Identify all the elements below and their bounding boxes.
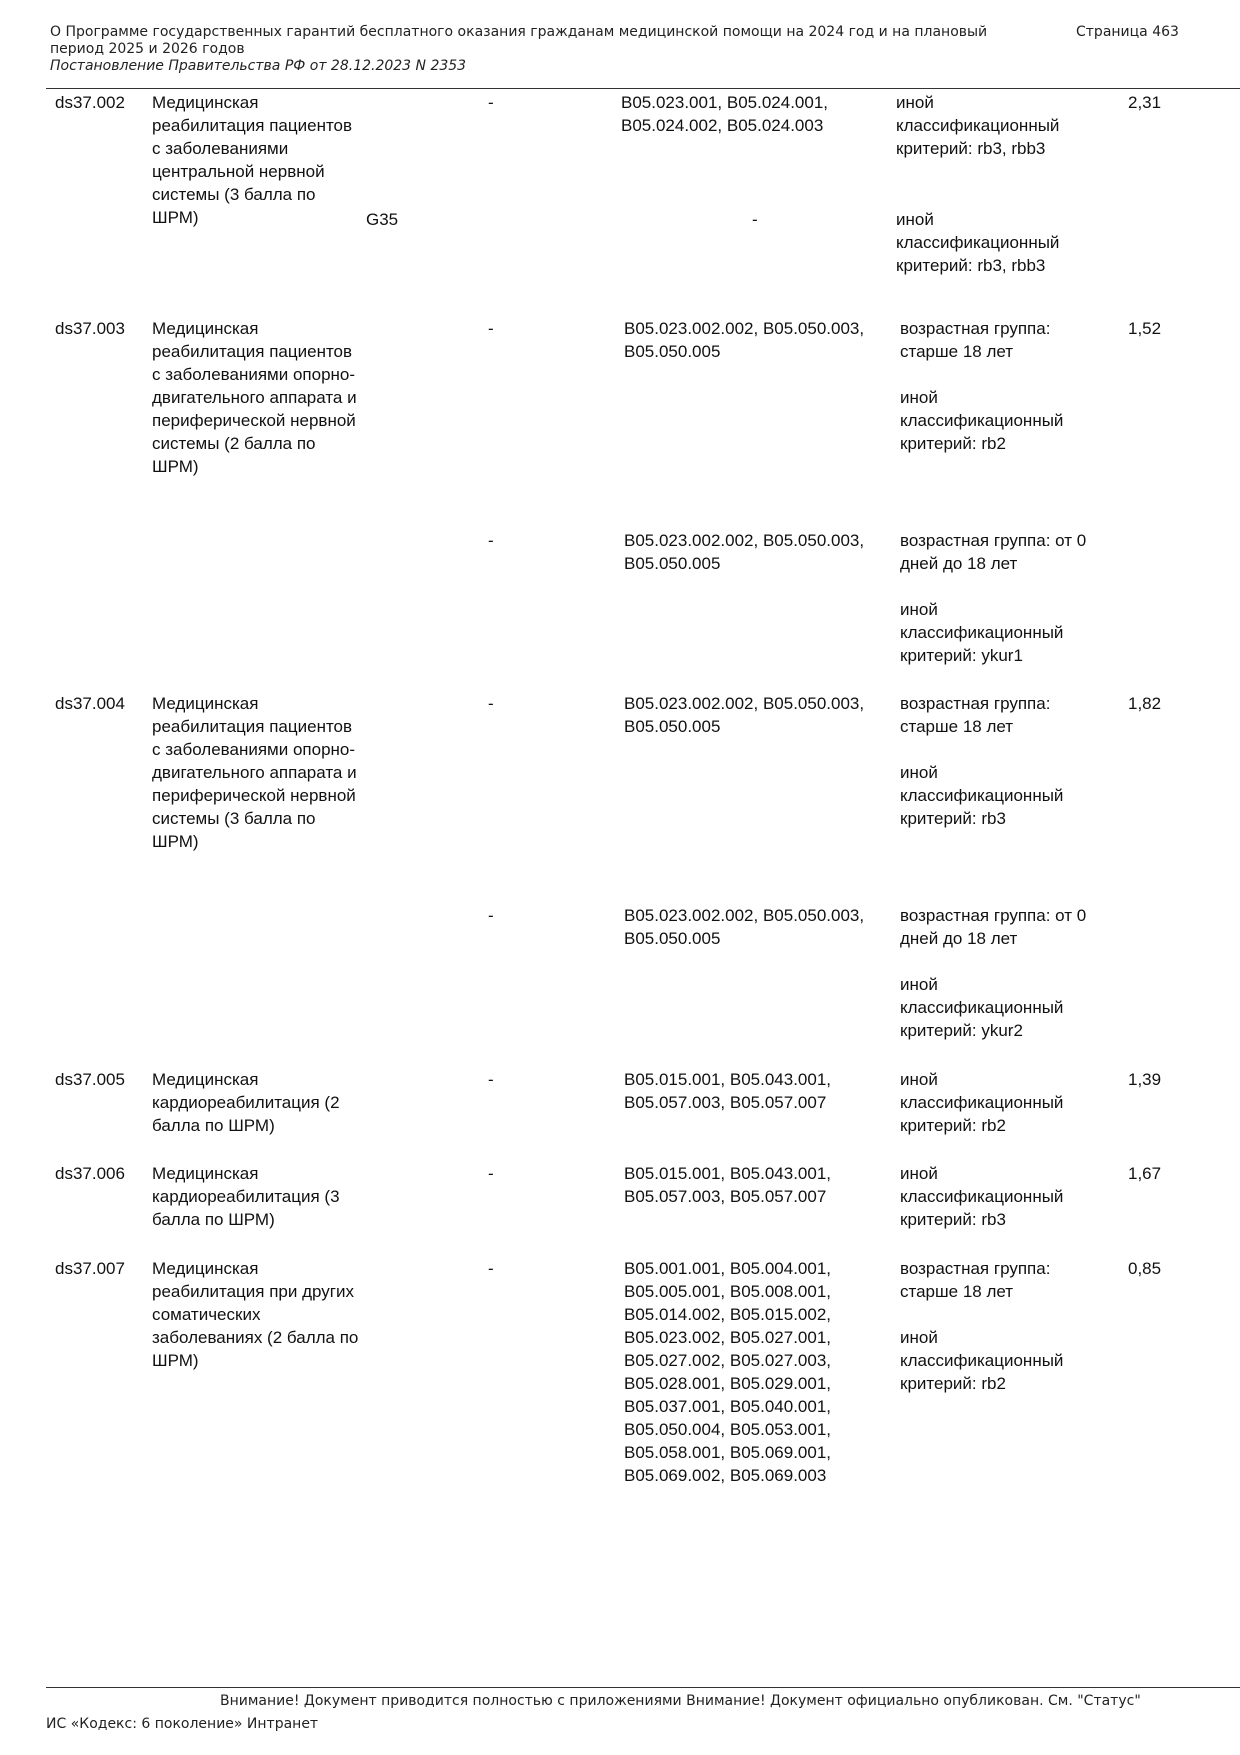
row-criteria: иной классификационный критерий: rb3, rbb3 xyxy=(896,210,1060,275)
row-criteria: иной классификационный критерий: rb2 xyxy=(900,388,1064,453)
row-name: Медицинская реабилитация пациентов с заболеваниями опорно-двигательного аппарата и периферической нервной системы (3 балла по ШРМ) xyxy=(152,694,357,851)
row-services: - xyxy=(752,210,758,229)
row-name: Медицинская реабилитация при других соматических заболеваниях (2 балла по ШРМ) xyxy=(152,1259,359,1370)
row-criteria: иной классификационный критерий: ykur2 xyxy=(900,975,1064,1040)
row-services: B05.023.002.002, B05.050.003, B05.050.005 xyxy=(624,694,865,736)
row-dash: - xyxy=(488,319,494,338)
row-services: B05.015.001, B05.043.001, B05.057.003, B05.057.007 xyxy=(624,1164,832,1206)
row-coefficient: 1,82 xyxy=(1128,694,1162,713)
document-subtitle: Постановление Правительства РФ от 28.12.2023 N 2353 xyxy=(50,58,467,74)
page-number: Страница 463 xyxy=(1076,24,1179,40)
row-dash: - xyxy=(488,1164,494,1183)
row-dash: - xyxy=(488,906,494,925)
row-code: ds37.003 xyxy=(55,319,125,338)
row-criteria: иной классификационный критерий: rb3, rbb3 xyxy=(896,93,1060,158)
row-criteria: возрастная группа: от 0 дней до 18 лет xyxy=(900,906,1087,948)
footer-divider xyxy=(46,1687,1240,1688)
row-services: B05.001.001, B05.004.001, B05.005.001, B05.008.001, B05.014.002, B05.015.002, B05.023.002, B05.027.001, B05.027.002, B05.027.003, B05.028.001, B05.029.001, B05.037.001, B05.040.001, B05.050.004, B05.053.001, B05.058.001, B05.069.001, B05.069.002, B05.069.003 xyxy=(624,1259,832,1485)
row-services: B05.015.001, B05.043.001, B05.057.003, B05.057.007 xyxy=(624,1070,832,1112)
row-coefficient: 1,39 xyxy=(1128,1070,1162,1089)
row-dash: - xyxy=(488,694,494,713)
row-services: B05.023.002.002, B05.050.003, B05.050.005 xyxy=(624,906,865,948)
row-coefficient: 0,85 xyxy=(1128,1259,1162,1278)
row-code: ds37.007 xyxy=(55,1259,125,1278)
row-code: ds37.006 xyxy=(55,1164,125,1183)
row-coefficient: 1,67 xyxy=(1128,1164,1162,1183)
row-name: Медицинская реабилитация пациентов с заболеваниями центральной нервной системы (3 балла по ШРМ) xyxy=(152,93,353,227)
row-code: ds37.005 xyxy=(55,1070,125,1089)
row-code: ds37.004 xyxy=(55,694,125,713)
row-dash: - xyxy=(488,1070,494,1089)
document-header xyxy=(50,24,1030,75)
footer-warning: Внимание! Документ приводится полностью с приложениями Внимание! Документ официально опубликован. См. "Статус" xyxy=(220,1693,1141,1709)
row-services: B05.023.002.002, B05.050.003, B05.050.005 xyxy=(624,531,865,573)
row-dash: - xyxy=(488,93,494,112)
row-criteria: иной классификационный критерий: rb3 xyxy=(900,1164,1064,1229)
row-diagnosis: G35 xyxy=(366,210,399,229)
row-services: B05.023.002.002, B05.050.003, B05.050.005 xyxy=(624,319,865,361)
row-criteria: возрастная группа: старше 18 лет xyxy=(900,1259,1051,1301)
footer-source: ИС «Кодекс: 6 поколение» Интранет xyxy=(46,1716,319,1732)
row-coefficient: 2,31 xyxy=(1128,93,1162,112)
row-criteria: возрастная группа: от 0 дней до 18 лет xyxy=(900,531,1087,573)
document-title: О Программе государственных гарантий бесплатного оказания гражданам медицинской помощи на 2024 год и на плановый период 2025 и 2026 годов xyxy=(50,24,988,57)
row-criteria: возрастная группа: старше 18 лет xyxy=(900,694,1051,736)
row-criteria: возрастная группа: старше 18 лет xyxy=(900,319,1051,361)
header-divider xyxy=(46,88,1240,89)
row-criteria: иной классификационный критерий: rb2 xyxy=(900,1328,1064,1393)
row-dash: - xyxy=(488,531,494,550)
row-code: ds37.002 xyxy=(55,93,125,112)
row-services: B05.023.001, B05.024.001, B05.024.002, B05.024.003 xyxy=(621,93,829,135)
row-name: Медицинская кардиореабилитация (2 балла по ШРМ) xyxy=(152,1070,340,1135)
row-name: Медицинская кардиореабилитация (3 балла по ШРМ) xyxy=(152,1164,340,1229)
row-coefficient: 1,52 xyxy=(1128,319,1162,338)
row-criteria: иной классификационный критерий: ykur1 xyxy=(900,600,1064,665)
row-dash: - xyxy=(488,1259,494,1278)
row-criteria: иной классификационный критерий: rb3 xyxy=(900,763,1064,828)
row-name: Медицинская реабилитация пациентов с заболеваниями опорно-двигательного аппарата и периферической нервной системы (2 балла по ШРМ) xyxy=(152,319,357,476)
row-criteria: иной классификационный критерий: rb2 xyxy=(900,1070,1064,1135)
